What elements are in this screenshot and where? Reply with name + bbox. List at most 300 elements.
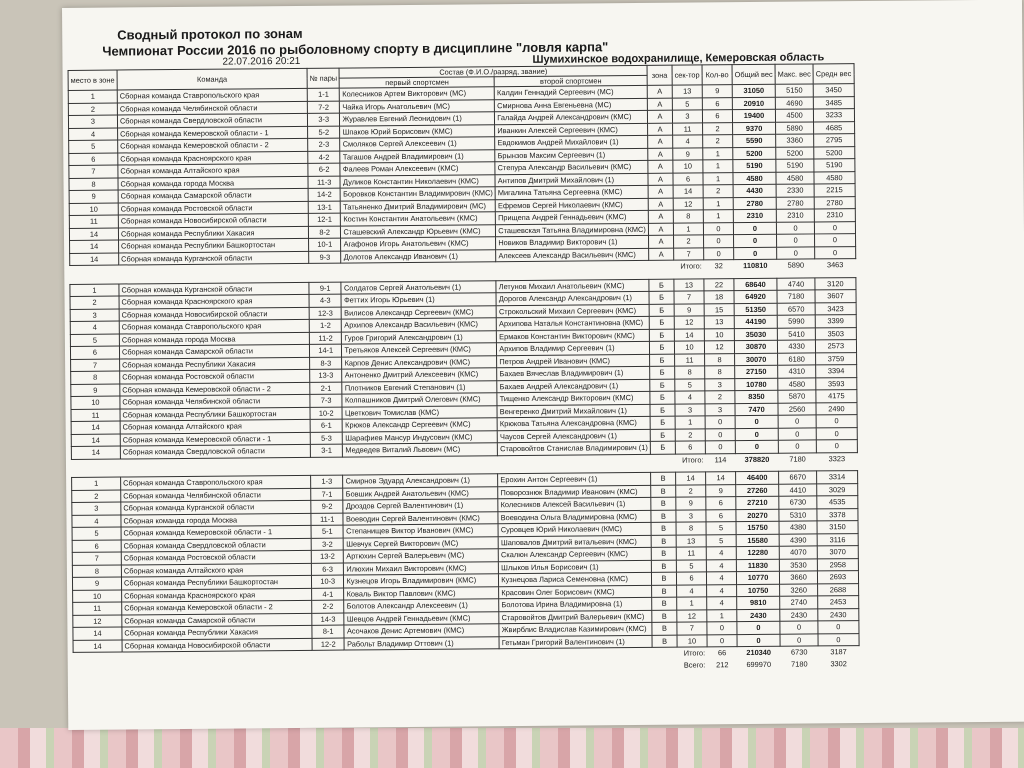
tablecloth-background (0, 728, 1024, 768)
avg-weight-cell: 2453 (818, 596, 859, 609)
team-cell: Сборная команда Республики Хакасия (120, 357, 310, 371)
total-weight-cell: 20910 (732, 97, 775, 110)
zone-total-max: 6730 (790, 647, 808, 657)
team-cell: Сборная команда Ставропольского края (121, 475, 311, 489)
avg-weight-cell: 3394 (816, 365, 857, 378)
pair-cell: 12-1 (308, 213, 341, 226)
zone-cell: Б (650, 416, 675, 429)
first-athlete-cell: Долотов Александр Иванович (1) (341, 249, 496, 263)
sector-cell: 3 (672, 110, 702, 123)
zone-total-count: 32 (714, 261, 723, 271)
avg-weight-cell: 2795 (814, 134, 855, 147)
max-weight-cell: 0 (778, 440, 816, 453)
total-weight-cell: 10750 (737, 584, 780, 597)
place-cell: 6 (70, 346, 119, 359)
first-athlete-cell: Агафонов Игорь Анатольевич (КМС) (341, 237, 496, 251)
max-weight-cell: 2780 (776, 196, 814, 209)
avg-weight-cell: 2215 (814, 184, 855, 197)
total-weight-cell: 5590 (733, 134, 776, 147)
results-table (68, 63, 860, 676)
avg-weight-cell: 3116 (817, 533, 858, 546)
zone-total-sum: 378820 (744, 454, 770, 464)
avg-weight-cell: 4175 (816, 390, 857, 403)
sector-cell: 5 (676, 559, 706, 572)
count-cell: 3 (705, 378, 735, 391)
total-weight-cell: 5190 (733, 159, 776, 172)
first-athlete-cell: Коваль Виктор Павлович (КМС) (344, 586, 499, 600)
sector-cell: 9 (673, 147, 703, 160)
pair-cell: 4-2 (308, 151, 341, 164)
count-cell: 1 (703, 147, 733, 160)
pair-cell: 6-2 (308, 163, 341, 176)
first-athlete-cell: Бовшик Андрей Анатольевич (КМС) (343, 486, 498, 500)
sector-cell: 5 (675, 378, 705, 391)
place-cell: 5 (70, 334, 119, 347)
pair-cell: 13-3 (310, 369, 343, 382)
avg-weight-cell: 3607 (815, 290, 856, 303)
second-athlete-cell: Архипова Наталья Константиновна (КМС) (496, 316, 649, 330)
sector-cell: 13 (674, 278, 704, 291)
zone-cell: Б (649, 316, 674, 329)
pair-cell: 9-2 (311, 500, 344, 513)
zone-cell: В (651, 510, 676, 523)
total-weight-cell: 10780 (735, 378, 778, 391)
max-weight-cell: 5870 (778, 390, 816, 403)
avg-weight-cell: 2958 (817, 558, 858, 571)
second-athlete-cell: Суровцев Юрий Николаевич (КМС) (498, 522, 651, 536)
second-athlete-cell: Антипов Дмитрий Михайлович (1) (495, 173, 648, 187)
count-cell: 5 (706, 522, 736, 535)
sector-cell: 2 (675, 428, 705, 441)
zone-cell: Б (650, 429, 675, 442)
count-cell: 1 (703, 210, 733, 223)
team-cell: Сборная команда Кемеровской области - 1 (120, 432, 310, 446)
second-athlete-cell: Колесников Алексей Васильевич (1) (498, 497, 651, 511)
pair-cell: 5-2 (307, 126, 340, 139)
place-cell: 11 (69, 215, 118, 228)
pair-cell: 9-1 (309, 282, 342, 295)
avg-weight-cell: 3423 (815, 302, 856, 315)
second-athlete-cell: Чаусов Сергей Александрович (1) (497, 429, 650, 443)
second-athlete-cell: Смирнова Анна Евгеньевна (МС) (495, 98, 648, 112)
zone-total-sum: 210340 (746, 647, 772, 658)
pair-cell: 10-1 (308, 238, 341, 251)
count-cell: 6 (706, 497, 736, 510)
avg-weight-cell: 2310 (814, 209, 855, 222)
first-athlete-cell: Солдатов Сергей Анатольевич (1) (341, 280, 496, 294)
count-cell: 8 (705, 353, 735, 366)
avg-weight-cell: 0 (815, 234, 856, 247)
count-cell: 0 (705, 416, 735, 429)
sector-cell: 1 (677, 597, 707, 610)
count-cell: 6 (702, 110, 732, 123)
team-cell: Сборная команда Алтайского края (121, 563, 311, 577)
team-cell: Сборная команда Красноярского края (122, 588, 312, 602)
total-weight-cell: 2310 (733, 209, 776, 222)
team-cell: Сборная команда Ставропольского края (117, 88, 307, 102)
zone-cell: В (651, 522, 676, 535)
second-athlete-cell: Брынзов Максим Сергеевич (1) (495, 148, 648, 162)
first-athlete-cell: Шпаков Юрий Борисович (КМС) (340, 124, 495, 138)
header-pair: № пары (307, 68, 340, 88)
team-cell: Сборная команда Республики Башкортостан (118, 238, 308, 252)
place-cell: 14 (69, 228, 118, 241)
first-athlete-cell: Дуликов Константин Николаевич (КМС) (340, 174, 495, 188)
header-avg-weight: Средн вес (813, 64, 854, 84)
place-cell: 3 (72, 502, 121, 515)
pair-cell: 5-1 (311, 525, 344, 538)
avg-weight-cell: 2573 (816, 340, 857, 353)
team-cell: Сборная команда Самарской области (122, 613, 312, 627)
total-weight-cell: 11830 (736, 559, 779, 572)
sector-cell: 7 (674, 247, 704, 260)
total-weight-cell: 0 (737, 621, 780, 634)
second-athlete-cell: Дорогов Александр Александрович (1) (496, 291, 649, 305)
first-athlete-cell: Журавлев Евгений Леонидович (1) (340, 112, 495, 126)
zone-cell: Б (649, 304, 674, 317)
count-cell: 22 (704, 278, 734, 291)
count-cell: 0 (707, 622, 737, 635)
max-weight-cell: 5190 (776, 159, 814, 172)
pair-cell: 3-3 (307, 113, 340, 126)
second-athlete-cell: Старовойтов Станислав Владимирович (1) (498, 441, 651, 455)
max-weight-cell: 0 (778, 415, 816, 428)
second-athlete-cell: Ерохин Антон Сергеевич (1) (498, 472, 651, 486)
zone-total-label: Итого: (683, 648, 706, 658)
place-cell: 1 (70, 284, 119, 297)
team-cell: Сборная команда Самарской области (119, 344, 309, 358)
team-cell: Сборная команда Красноярского края (118, 151, 308, 165)
avg-weight-cell: 2693 (818, 571, 859, 584)
total-weight-cell: 4430 (733, 184, 776, 197)
document-subtitle: Чемпионат России 2016 по рыболовному спорту в дисциплине "ловля карпа" (102, 39, 609, 59)
max-weight-cell: 6730 (779, 496, 817, 509)
team-cell: Сборная команда Алтайского края (120, 419, 310, 433)
sector-cell: 7 (674, 291, 704, 304)
second-athlete-cell: Скалюн Александр Сергеевич (КМС) (498, 547, 651, 561)
total-weight-cell: 0 (735, 440, 778, 453)
first-athlete-cell: Тагашов Андрей Владимирович (1) (340, 149, 495, 163)
max-weight-cell: 0 (778, 427, 816, 440)
first-athlete-cell: Асочаков Денис Артемович (КМС) (344, 624, 499, 638)
avg-weight-cell: 3593 (816, 377, 857, 390)
place-cell: 10 (69, 203, 118, 216)
count-cell: 0 (705, 428, 735, 441)
team-cell: Сборная команда Республики Хакасия (122, 625, 312, 639)
second-athlete-cell: Шаповалов Дмитрий витальевич (КМС) (498, 535, 651, 549)
place-cell: 10 (71, 396, 120, 409)
avg-weight-cell: 0 (818, 621, 859, 634)
pair-cell: 12-3 (309, 307, 342, 320)
zone-cell: Б (650, 354, 675, 367)
total-weight-cell: 9810 (737, 596, 780, 609)
zone-cell: В (651, 472, 676, 485)
count-cell: 4 (706, 572, 736, 585)
header-first-athlete: первый спортсмен (340, 77, 495, 88)
avg-weight-cell: 0 (816, 427, 857, 440)
place-cell: 7 (71, 359, 120, 372)
total-weight-cell: 0 (737, 634, 780, 647)
place-cell: 1 (72, 477, 121, 490)
zone-cell: А (647, 85, 672, 98)
pair-cell: 6-1 (310, 419, 343, 432)
place-cell: 2 (72, 490, 121, 503)
sector-cell: 6 (675, 441, 705, 454)
pair-cell: 7-1 (311, 488, 344, 501)
team-cell: Сборная команда Ростовской области (120, 369, 310, 383)
pair-cell: 2-1 (310, 382, 343, 395)
first-athlete-cell: Карпов Денис Александрович (КМС) (342, 355, 497, 369)
total-weight-cell: 2780 (733, 197, 776, 210)
max-weight-cell: 5200 (776, 146, 814, 159)
place-cell: 6 (69, 153, 118, 166)
zone-cell: А (647, 98, 672, 111)
max-weight-cell: 6570 (777, 302, 815, 315)
max-weight-cell: 6670 (779, 471, 817, 484)
pair-cell: 5-3 (310, 432, 343, 445)
first-athlete-cell: Фалеев Роман Алексеевич (КМС) (340, 162, 495, 176)
team-cell: Сборная команда Кемеровской области - 1 (121, 525, 311, 539)
zone-cell: В (651, 497, 676, 510)
sector-cell: 3 (676, 509, 706, 522)
place-cell: 11 (71, 409, 120, 422)
sector-cell: 8 (675, 366, 705, 379)
place-cell: 5 (72, 527, 121, 540)
team-cell: Сборная команда Республики Башкортостан (120, 407, 310, 421)
place-cell: 2 (70, 296, 119, 309)
total-weight-cell: 2430 (737, 609, 780, 622)
team-cell: Сборная команда Самарской области (118, 188, 308, 202)
team-cell: Сборная команда Республики Хакасия (118, 226, 308, 240)
grand-total-sum: 699970 (746, 659, 772, 669)
second-athlete-cell: Архипов Владимир Сергеевич (1) (497, 341, 650, 355)
sector-cell: 11 (672, 122, 702, 135)
second-athlete-cell: Прищепа Андрей Геннадьевич (КМС) (496, 210, 649, 224)
second-athlete-cell: Степура Александр Васильевич (КМС) (495, 160, 648, 174)
total-weight-cell: 9370 (733, 122, 776, 135)
sector-cell: 13 (672, 85, 702, 98)
avg-weight-cell: 4535 (817, 496, 858, 509)
max-weight-cell: 4500 (775, 109, 813, 122)
place-cell: 4 (72, 515, 121, 528)
count-cell: 6 (702, 97, 732, 110)
avg-weight-cell: 2688 (818, 583, 859, 596)
place-cell: 8 (72, 565, 121, 578)
pair-cell: 7-3 (310, 394, 343, 407)
second-athlete-cell: Кузнецова Лариса Семеновна (КМС) (499, 572, 652, 586)
zone-total-avg: 3463 (826, 260, 844, 270)
header-team: Команда (117, 68, 307, 90)
place-cell: 8 (71, 371, 120, 384)
second-athlete-cell: Бахаев Вячеслав Владимирович (1) (497, 366, 650, 380)
zone-cell: А (647, 110, 672, 123)
place-cell: 3 (68, 115, 117, 128)
pair-cell: 7-2 (307, 101, 340, 114)
place-cell: 9 (69, 190, 118, 203)
sector-cell: 1 (673, 222, 703, 235)
second-athlete-cell: Ермаков Константин Викторович (КМС) (497, 329, 650, 343)
first-athlete-cell: Илюхин Михаил Викторович (КМС) (344, 561, 499, 575)
avg-weight-cell: 3759 (816, 352, 857, 365)
protocol-sheet (62, 0, 1024, 730)
count-cell: 8 (705, 366, 735, 379)
second-athlete-cell: Ефремов Сергей Николаевич (КМС) (495, 198, 648, 212)
second-athlete-cell: Иванкин Алексей Сергеевич (КМС) (495, 123, 648, 137)
total-weight-cell: 15580 (736, 534, 779, 547)
header-max-weight: Макс. вес (775, 64, 813, 84)
first-athlete-cell: Боровков Константин Владимирович (КМС) (341, 187, 496, 201)
zone-total-count: 66 (717, 648, 727, 658)
team-cell: Сборная команда Новосибирской области (122, 638, 312, 652)
first-athlete-cell: Смоляков Сергей Алексеевич (1) (340, 137, 495, 151)
zone-total-avg: 3187 (830, 647, 847, 657)
pair-cell: 14-2 (308, 188, 341, 201)
zone-cell: В (651, 485, 676, 498)
place-cell: 14 (71, 421, 120, 434)
second-athlete-cell: Строкольский Михаил Сергеевич (КМС) (496, 304, 649, 318)
sector-cell: 2 (676, 484, 706, 497)
first-athlete-cell: Плотников Евгений Степанович (1) (342, 380, 497, 394)
max-weight-cell: 2740 (780, 596, 818, 609)
place-cell: 12 (73, 615, 122, 628)
max-weight-cell: 4580 (778, 377, 816, 390)
zone-cell: В (651, 535, 676, 548)
pair-cell: 2-2 (312, 600, 345, 613)
count-cell: 1 (703, 172, 733, 185)
team-cell: Сборная команда города Москва (121, 513, 311, 527)
max-weight-cell: 4070 (779, 546, 817, 559)
avg-weight-cell: 5200 (814, 146, 855, 159)
total-weight-cell: 68640 (734, 278, 777, 291)
zone-total-avg: 3323 (828, 453, 846, 463)
zone-cell: А (648, 160, 673, 173)
team-cell: Сборная команда Челябинской области (121, 488, 311, 502)
avg-weight-cell: 0 (815, 221, 856, 234)
avg-weight-cell: 4580 (814, 171, 855, 184)
team-cell: Сборная команда Челябинской области (120, 394, 310, 408)
sector-cell: 3 (675, 403, 705, 416)
pair-cell: 1-2 (309, 319, 342, 332)
first-athlete-cell: Рабольт Владимир Оттович (1) (344, 636, 499, 650)
sector-cell: 14 (674, 328, 704, 341)
sector-cell: 2 (673, 235, 703, 248)
count-cell: 6 (706, 509, 736, 522)
sector-cell: 4 (675, 391, 705, 404)
pair-cell: 4-1 (312, 588, 345, 601)
header-roster: Состав (Ф.И.О./разряд, звание) (340, 65, 648, 78)
total-weight-cell: 10770 (736, 571, 779, 584)
max-weight-cell: 3530 (779, 558, 817, 571)
zone-cell: Б (649, 329, 674, 342)
avg-weight-cell: 0 (816, 440, 857, 453)
first-athlete-cell: Сташевский Александр Юрьевич (КМС) (341, 224, 496, 238)
max-weight-cell: 3660 (779, 571, 817, 584)
first-athlete-cell: Болотов Александр Алексеевич (1) (344, 599, 499, 613)
first-athlete-cell: Феттих Игорь Юрьевич (1) (341, 293, 496, 307)
pair-cell: 13-2 (311, 550, 344, 563)
first-athlete-cell: Смирнов Эдуард Александрович (1) (343, 474, 498, 488)
total-weight-cell: 44190 (734, 315, 777, 328)
document-title: Сводный протокол по зонам (117, 25, 303, 43)
sector-cell: 6 (673, 172, 703, 185)
first-athlete-cell: Дроздов Сергей Валентинович (1) (343, 499, 498, 513)
total-weight-cell: 0 (734, 247, 777, 260)
team-cell: Сборная команда Свердловской области (121, 538, 311, 552)
max-weight-cell: 2560 (778, 402, 816, 415)
count-cell: 4 (706, 547, 736, 560)
zone-cell: Б (649, 279, 674, 292)
count-cell: 0 (705, 441, 735, 454)
total-weight-cell: 31050 (732, 84, 775, 97)
avg-weight-cell: 3378 (817, 508, 858, 521)
second-athlete-cell: Шлыков Илья Борисович (1) (499, 560, 652, 574)
first-athlete-cell: Костин Константин Анатольевич (КМС) (341, 212, 496, 226)
count-cell: 9 (702, 85, 732, 98)
pair-cell: 14-1 (309, 344, 342, 357)
second-athlete-cell: Воеводина Ольга Владимировна (КМС) (498, 510, 651, 524)
avg-weight-cell: 3450 (813, 84, 854, 97)
count-cell: 0 (704, 235, 734, 248)
avg-weight-cell: 3399 (815, 315, 856, 328)
place-cell: 14 (70, 253, 119, 266)
avg-weight-cell: 2430 (818, 608, 859, 621)
second-athlete-cell: Сташевская Татьяна Владимировна (КМС) (496, 223, 649, 237)
second-athlete-cell: Евдокимов Андрей Михайлович (1) (495, 135, 648, 149)
avg-weight-cell: 3503 (815, 327, 856, 340)
place-cell: 11 (73, 602, 122, 615)
max-weight-cell: 4330 (777, 340, 815, 353)
place-cell: 3 (70, 309, 119, 322)
max-weight-cell: 3360 (776, 134, 814, 147)
team-cell: Сборная команда Алтайского края (118, 163, 308, 177)
team-cell: Сборная команда Ростовской области (118, 201, 308, 215)
second-athlete-cell: Летунов Михаил Анатольевич (КМС) (496, 279, 649, 293)
total-weight-cell: 35030 (734, 328, 777, 341)
count-cell: 12 (704, 341, 734, 354)
pair-cell: 8-3 (310, 357, 343, 370)
zone-cell: А (649, 248, 674, 261)
zone-cell: А (648, 210, 673, 223)
sector-cell: 5 (672, 97, 702, 110)
pair-cell: 11-3 (308, 176, 341, 189)
count-cell: 0 (703, 222, 733, 235)
place-cell: 6 (72, 540, 121, 553)
team-cell: Сборная команда Кемеровской области - 1 (117, 126, 307, 140)
first-athlete-cell: Цветкович Томислав (КМС) (342, 405, 497, 419)
place-cell: 14 (71, 434, 120, 447)
max-weight-cell: 4410 (779, 483, 817, 496)
second-athlete-cell: Мигалина Татьяна Сергеевна (КМС) (495, 185, 648, 199)
total-weight-cell: 0 (735, 428, 778, 441)
max-weight-cell: 0 (780, 633, 818, 646)
first-athlete-cell: Колесников Артем Викторович (МС) (340, 87, 495, 101)
team-cell: Сборная команда Свердловской области (120, 444, 310, 458)
count-cell: 13 (704, 316, 734, 329)
max-weight-cell: 4380 (779, 521, 817, 534)
second-athlete-cell: Новиков Владимир Викторович (1) (496, 235, 649, 249)
second-athlete-cell: Гетьман Григорий Валентинович (1) (499, 635, 652, 649)
total-weight-cell: 64920 (734, 290, 777, 303)
max-weight-cell: 4580 (776, 171, 814, 184)
sector-cell: 1 (675, 416, 705, 429)
avg-weight-cell: 3120 (815, 277, 856, 290)
zone-cell: А (648, 135, 673, 148)
count-cell: 1 (703, 160, 733, 173)
total-weight-cell: 15750 (736, 521, 779, 534)
place-cell: 7 (72, 552, 121, 565)
total-weight-cell: 27210 (736, 496, 779, 509)
first-athlete-cell: Шевцов Андрей Геннадьевич (КМС) (344, 611, 499, 625)
